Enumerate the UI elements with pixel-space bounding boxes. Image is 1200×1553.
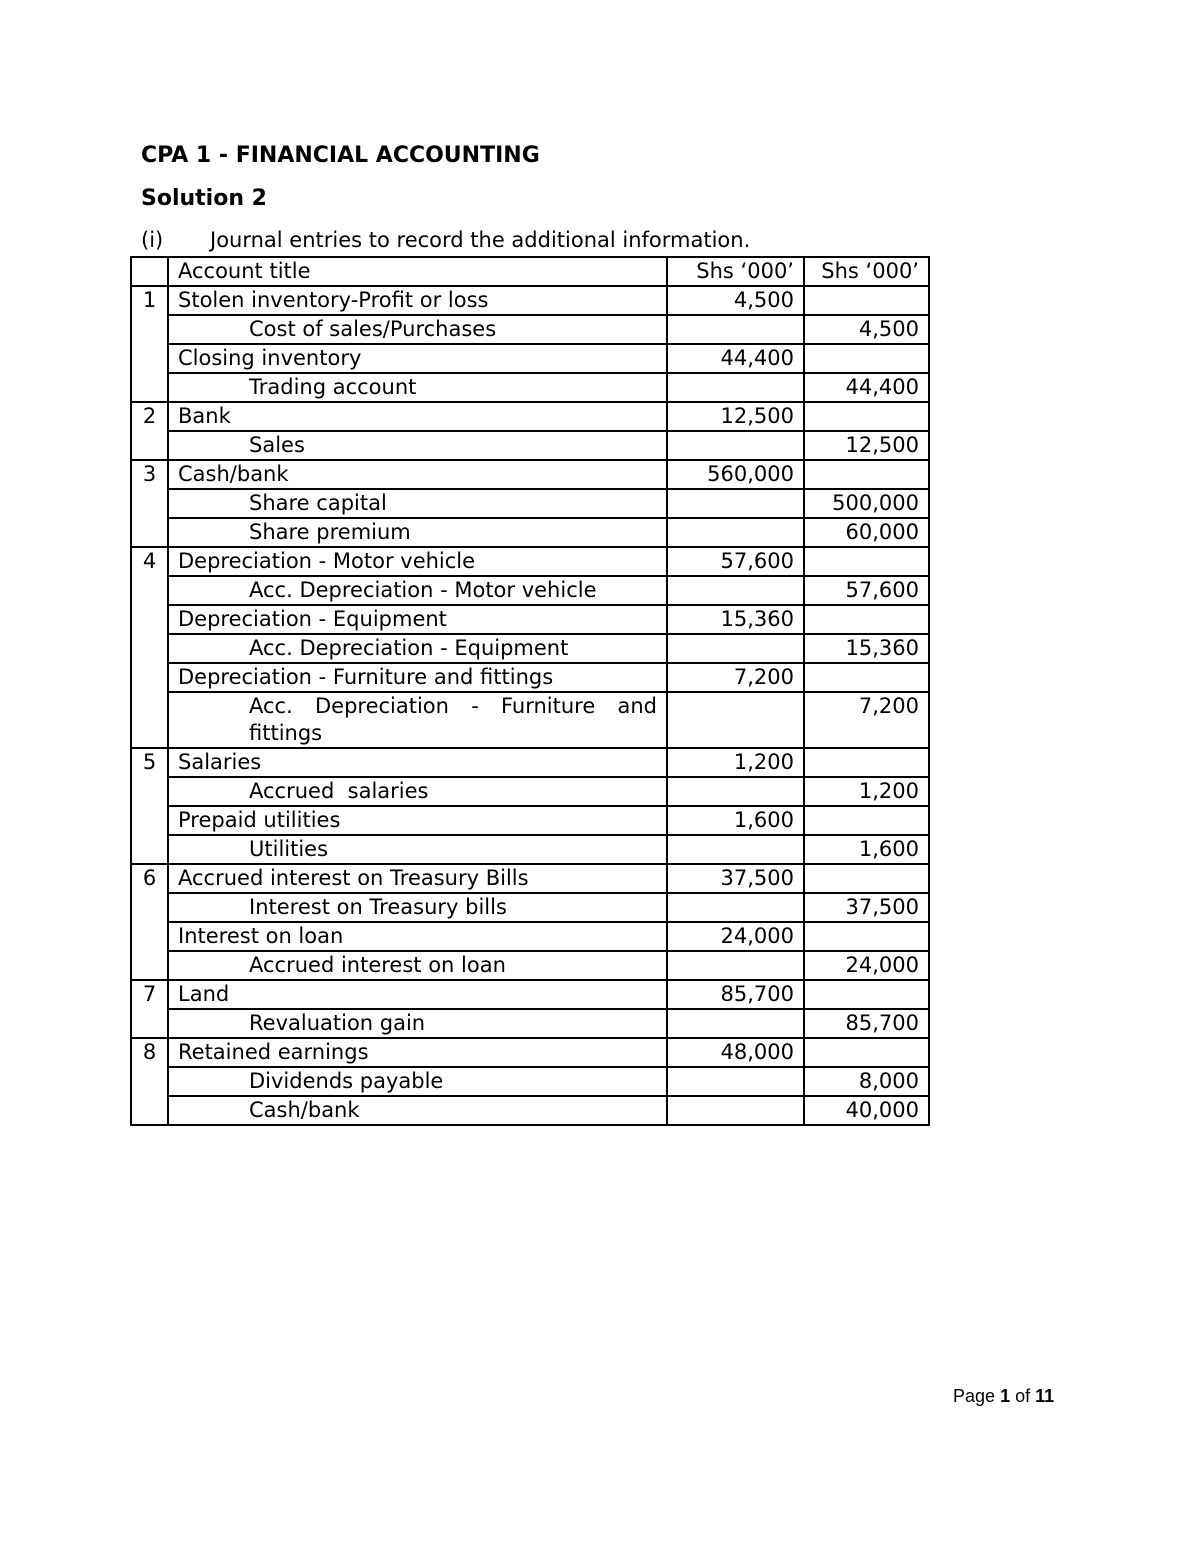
- page-word: Page: [953, 1386, 996, 1406]
- debit-cell: [667, 835, 804, 864]
- credit-cell: 8,000: [804, 1067, 929, 1096]
- page-current: 1: [1000, 1386, 1011, 1406]
- debit-cell: 12,500: [667, 402, 804, 431]
- account-cell: Trading account: [168, 373, 667, 402]
- debit-cell: [667, 373, 804, 402]
- table-row: [131, 634, 929, 663]
- account-cell: Bank: [168, 402, 667, 431]
- credit-cell: 500,000: [804, 489, 929, 518]
- credit-cell: 37,500: [804, 893, 929, 922]
- credit-cell: [804, 1038, 929, 1067]
- credit-cell: 57,600: [804, 576, 929, 605]
- credit-cell: 1,200: [804, 777, 929, 806]
- table-row: [131, 1009, 929, 1038]
- debit-cell: 4,500: [667, 286, 804, 315]
- account-cell-line1: Acc. Depreciation - Furniture and: [249, 694, 657, 718]
- entry-number: 8: [131, 1038, 168, 1125]
- account-cell: Retained earnings: [168, 1038, 667, 1067]
- table-row: [131, 951, 929, 980]
- entry-number: 3: [131, 460, 168, 547]
- table-row: [131, 1038, 929, 1067]
- table-row: [131, 402, 929, 431]
- account-cell-wrapped: [168, 692, 667, 748]
- table-row: [131, 286, 929, 315]
- header-number-cell: [131, 257, 168, 286]
- account-cell: Interest on Treasury bills: [168, 893, 667, 922]
- credit-cell: [804, 806, 929, 835]
- table-row: [131, 1096, 929, 1125]
- credit-cell: 1,600: [804, 835, 929, 864]
- header-account-title: Account title: [168, 257, 667, 286]
- debit-cell: [667, 951, 804, 980]
- account-cell: Depreciation - Equipment: [168, 605, 667, 634]
- account-cell: Sales: [168, 431, 667, 460]
- journal-entries-table: [130, 256, 930, 1126]
- debit-cell: [667, 777, 804, 806]
- intro-text: Journal entries to record the additional information.: [210, 228, 751, 252]
- account-cell: Dividends payable: [168, 1067, 667, 1096]
- credit-cell: 4,500: [804, 315, 929, 344]
- solution-heading: Solution 2: [141, 186, 267, 211]
- debit-cell: [667, 489, 804, 518]
- debit-cell: [667, 1009, 804, 1038]
- account-cell: Accrued interest on Treasury Bills: [168, 864, 667, 893]
- debit-cell: [667, 634, 804, 663]
- table-header-row: [131, 257, 929, 286]
- credit-cell: 44,400: [804, 373, 929, 402]
- credit-cell: [804, 922, 929, 951]
- of-word: of: [1015, 1386, 1031, 1406]
- table-row: [131, 777, 929, 806]
- entry-number: 5: [131, 748, 168, 864]
- credit-cell: 24,000: [804, 951, 929, 980]
- debit-cell: 7,200: [667, 663, 804, 692]
- credit-cell: [804, 864, 929, 893]
- debit-cell: 1,600: [667, 806, 804, 835]
- page-total: 11: [1035, 1386, 1055, 1406]
- account-cell: Revaluation gain: [168, 1009, 667, 1038]
- credit-cell: [804, 286, 929, 315]
- account-cell: Closing inventory: [168, 344, 667, 373]
- credit-cell: 12,500: [804, 431, 929, 460]
- table-row: [131, 980, 929, 1009]
- entry-number: 4: [131, 547, 168, 748]
- credit-cell: 85,700: [804, 1009, 929, 1038]
- debit-cell: [667, 1067, 804, 1096]
- table-row: [131, 922, 929, 951]
- debit-cell: 48,000: [667, 1038, 804, 1067]
- debit-cell: 1,200: [667, 748, 804, 777]
- intro-line: [141, 228, 750, 252]
- account-cell: Share premium: [168, 518, 667, 547]
- account-cell: Share capital: [168, 489, 667, 518]
- intro-label: (i): [141, 228, 164, 252]
- account-cell: Utilities: [168, 835, 667, 864]
- credit-cell: 40,000: [804, 1096, 929, 1125]
- debit-cell: [667, 1096, 804, 1125]
- table-row: [131, 460, 929, 489]
- header-debit: Shs ‘000’: [667, 257, 804, 286]
- credit-cell: 15,360: [804, 634, 929, 663]
- credit-cell: [804, 663, 929, 692]
- table-row: [131, 489, 929, 518]
- debit-cell: [667, 576, 804, 605]
- account-cell: Stolen inventory-Profit or loss: [168, 286, 667, 315]
- table-row: [131, 663, 929, 692]
- table-row: [131, 893, 929, 922]
- table-row: [131, 748, 929, 777]
- credit-cell: [804, 460, 929, 489]
- account-cell: Cash/bank: [168, 1096, 667, 1125]
- page-number: [953, 1386, 1054, 1407]
- account-cell: Accrued salaries: [168, 777, 667, 806]
- table-row: [131, 576, 929, 605]
- credit-cell: [804, 344, 929, 373]
- entry-number: 6: [131, 864, 168, 980]
- credit-cell: [804, 547, 929, 576]
- table-row: [131, 835, 929, 864]
- account-cell: Accrued interest on loan: [168, 951, 667, 980]
- table-row: [131, 1067, 929, 1096]
- debit-cell: 15,360: [667, 605, 804, 634]
- debit-cell: [667, 893, 804, 922]
- table-row: [131, 547, 929, 576]
- table-row: [131, 864, 929, 893]
- table-row: [131, 518, 929, 547]
- credit-cell: [804, 605, 929, 634]
- entry-number: 7: [131, 980, 168, 1038]
- account-cell: Land: [168, 980, 667, 1009]
- table-row: [131, 344, 929, 373]
- credit-cell: 60,000: [804, 518, 929, 547]
- entry-number: 2: [131, 402, 168, 460]
- debit-cell: [667, 692, 804, 748]
- debit-cell: 37,500: [667, 864, 804, 893]
- account-cell: Depreciation - Furniture and fittings: [168, 663, 667, 692]
- debit-cell: [667, 431, 804, 460]
- debit-cell: [667, 518, 804, 547]
- table-row: [131, 692, 929, 748]
- credit-cell: 7,200: [804, 692, 929, 748]
- debit-cell: 560,000: [667, 460, 804, 489]
- account-cell: Interest on loan: [168, 922, 667, 951]
- account-cell: Prepaid utilities: [168, 806, 667, 835]
- document-title: CPA 1 - FINANCIAL ACCOUNTING: [141, 143, 540, 168]
- account-cell-line2: fittings: [249, 721, 323, 745]
- debit-cell: [667, 315, 804, 344]
- debit-cell: 24,000: [667, 922, 804, 951]
- account-cell: Salaries: [168, 748, 667, 777]
- table-row: [131, 431, 929, 460]
- entry-number: 1: [131, 286, 168, 402]
- table-row: [131, 373, 929, 402]
- header-credit: Shs ‘000’: [804, 257, 929, 286]
- credit-cell: [804, 402, 929, 431]
- account-cell: Cost of sales/Purchases: [168, 315, 667, 344]
- debit-cell: 57,600: [667, 547, 804, 576]
- table-row: [131, 605, 929, 634]
- account-cell: Depreciation - Motor vehicle: [168, 547, 667, 576]
- debit-cell: 85,700: [667, 980, 804, 1009]
- table-row: [131, 806, 929, 835]
- table-row: [131, 315, 929, 344]
- account-cell: Acc. Depreciation - Motor vehicle: [168, 576, 667, 605]
- account-cell: Cash/bank: [168, 460, 667, 489]
- account-cell: Acc. Depreciation - Equipment: [168, 634, 667, 663]
- credit-cell: [804, 748, 929, 777]
- credit-cell: [804, 980, 929, 1009]
- debit-cell: 44,400: [667, 344, 804, 373]
